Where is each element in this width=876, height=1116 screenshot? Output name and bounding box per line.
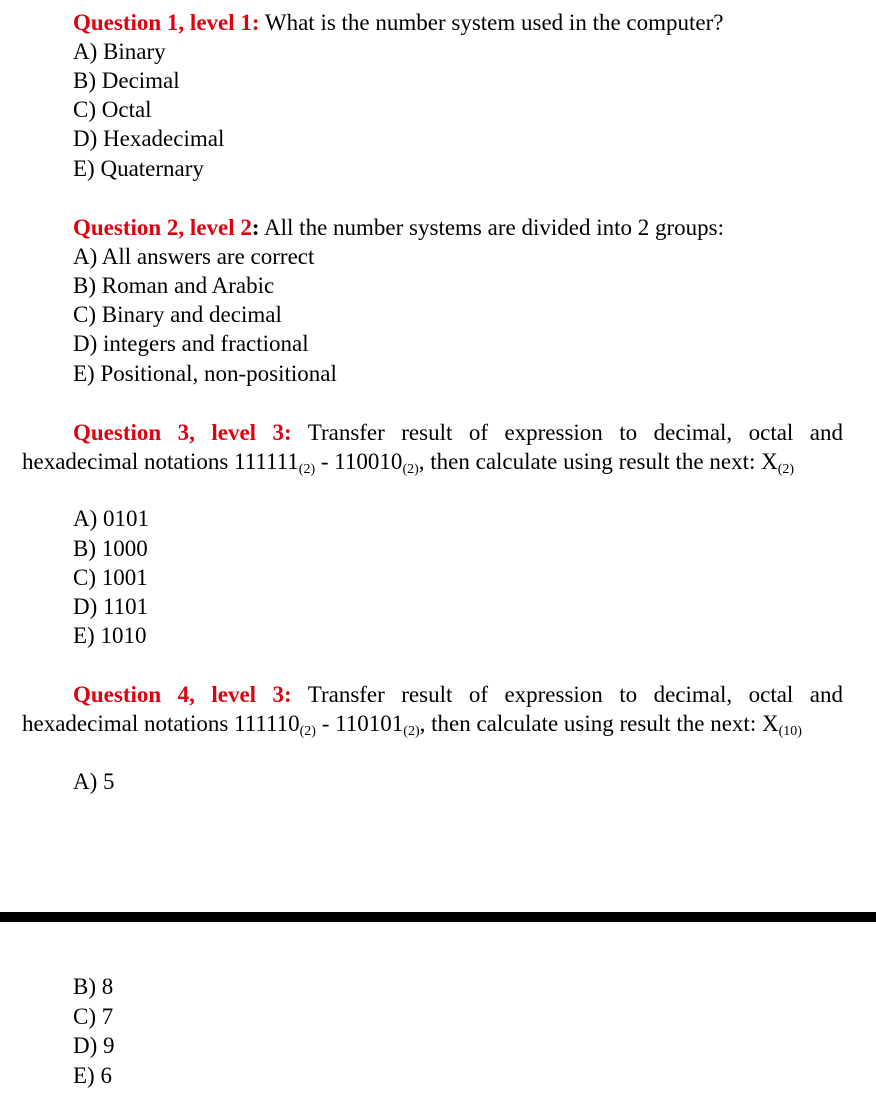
question-4-operand-1-base: (2) [299,724,316,739]
question-4-operand-1: 111110 [234,711,300,736]
question-4-option-c: C) 7 [73,1004,114,1029]
page-2 [0,922,876,1116]
question-1-text: What is the number system used in the computer? [259,10,724,35]
question-3 [22,418,843,476]
question-2 [22,213,843,242]
question-3-operand-2-base: (2) [402,462,419,477]
question-3-option-b: B) 1000 [73,536,148,561]
question-2-colon: : [251,215,260,240]
question-4-text-before: Transfer result of expression to decimal, octal and hexadecimal notations [22,682,843,736]
question-2-option-c: C) Binary and decimal [73,302,282,327]
question-1 [22,8,843,37]
question-3-operand-1: 111111 [234,449,299,474]
question-3-operand-1-base: (2) [298,462,316,477]
question-4-minus: - [315,711,336,736]
question-2-heading: Question 2, level 2 [73,215,252,240]
question-3-target: X [761,449,778,474]
question-1-option-b: B) Decimal [73,68,180,93]
question-3-option-c: C) 1001 [73,565,148,590]
question-3-minus: - [315,449,335,474]
question-3-operand-2: 110010 [334,449,403,474]
question-4-operand-2: 110101 [335,711,404,736]
question-2-option-d: D) integers and fractional [73,331,309,356]
question-2-text: All the number systems are divided into 2 groups: [259,215,724,240]
question-3-target-base: (2) [777,462,795,477]
question-2-option-b: B) Roman and Arabic [73,273,275,298]
question-1-option-c: C) Octal [73,97,152,122]
question-4-heading: Question 4, level 3: [73,682,292,707]
question-3-heading: Question 3, level 3: [73,420,292,445]
question-4-option-e: E) 6 [73,1063,112,1088]
question-4-option-b: B) 8 [73,974,114,999]
question-2-option-e: E) Positional, non-positional [73,361,337,386]
question-4-target-base: (10) [778,724,802,739]
question-4 [22,680,843,738]
question-4-option-d: D) 9 [73,1033,115,1058]
question-1-option-d: D) Hexadecimal [73,126,225,151]
question-1-option-e: E) Quaternary [73,156,204,181]
question-3-option-e: E) 1010 [73,623,147,648]
question-3-text-before: Transfer result of expression to decimal, octal and hexadecimal notations [22,420,843,474]
question-1-option-a: A) Binary [73,39,166,64]
question-4-text-after: , then calculate using result the next: [419,711,762,736]
question-4-option-a: A) 5 [73,769,115,794]
question-1-heading: Question 1, level 1: [73,10,260,35]
question-2-option-a: A) All answers are correct [73,244,315,269]
page-break-divider [0,912,876,922]
question-3-text-after: , then calculate using result the next: [418,449,762,474]
question-4-target: X [761,711,779,736]
question-3-option-d: D) 1101 [73,594,149,619]
question-3-option-a: A) 0101 [73,506,150,531]
question-4-operand-2-base: (2) [403,724,420,739]
